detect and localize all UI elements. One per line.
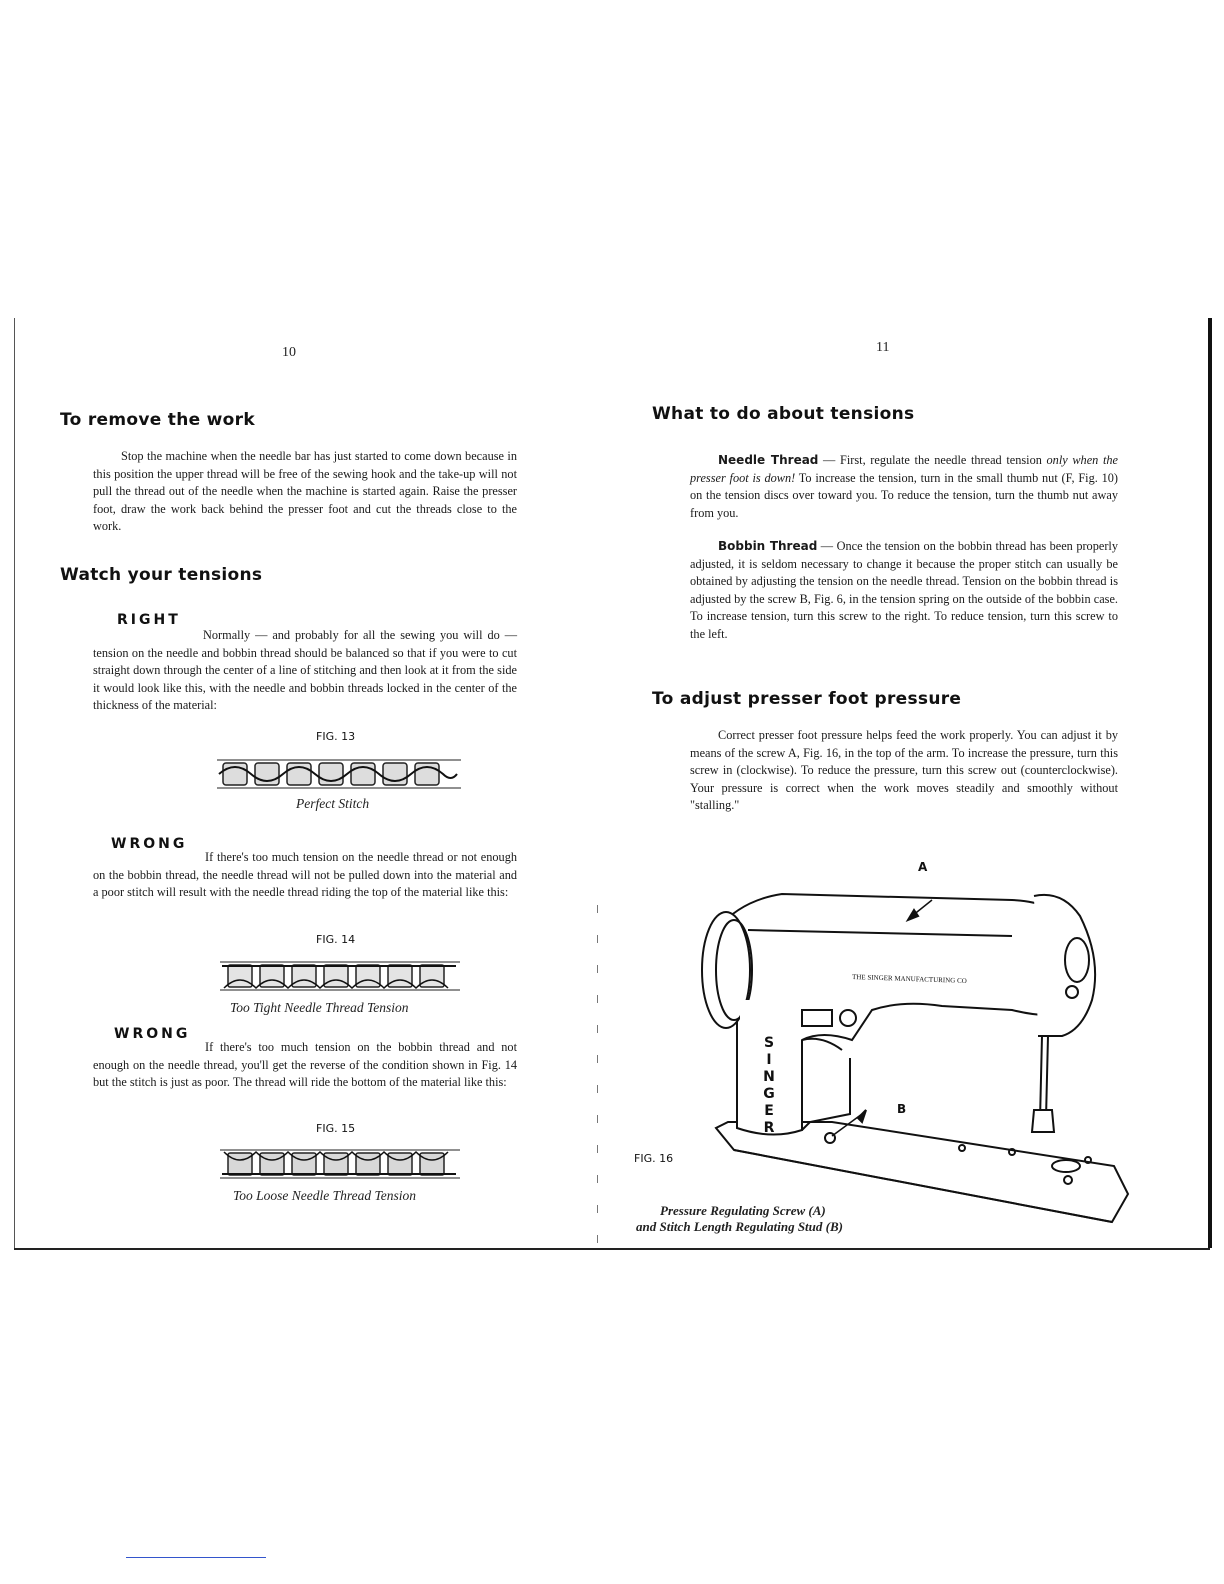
label-wrong-2: WRONG: [114, 1026, 191, 1042]
paragraph-presser-foot: Correct presser foot pressure helps feed the work properly. You can adjust it by means of the screw A, Fig. 16, in the top of the arm. To increase the pressure, turn this screw in (clockwise). To reduce the pressure, turn this screw out (counterclockwise). Your pressure is correct when the work moves steadily and smoothly without "stalling.": [690, 728, 1118, 813]
paragraph-wrong-2: If there's too much tension on the bobbin thread and not enough on the needle thread, you'll get the reverse of the condition shown in Fig. 14 but the stitch is just as poor. The thread will ride the bottom of the material like this:: [93, 1040, 517, 1090]
fig16-caption-line1: Pressure Regulating Screw (A): [660, 1203, 826, 1218]
fig14-caption: Too Tight Needle Thread Tension: [230, 1000, 409, 1015]
callout-b: B: [897, 1102, 907, 1116]
needle-italic: only when the presser foot is down!: [690, 453, 1118, 485]
link-underline: [126, 1557, 266, 1558]
paragraph-bobbin-thread: [690, 538, 1118, 644]
heading-what-to-do: What to do about tensions: [652, 404, 915, 424]
singer-letter: I: [766, 1052, 772, 1068]
fig16-caption-line2: and Stitch Length Regulating Stud (B): [636, 1219, 843, 1234]
heading-watch-tensions: Watch your tensions: [60, 565, 263, 585]
page-number: 11: [876, 340, 890, 355]
fig15-stitch-illustration: [220, 1146, 460, 1182]
left-edge-line: [14, 318, 15, 1248]
heading-remove-work: To remove the work: [60, 410, 255, 430]
singer-letter: E: [764, 1103, 774, 1119]
needle-text-1: — First, regulate the needle thread tension: [818, 453, 1047, 467]
fig15-label: FIG. 15: [316, 1122, 356, 1135]
label-right: RIGHT: [117, 612, 181, 628]
gutter-marks: [597, 905, 598, 1245]
fig13-caption: Perfect Stitch: [296, 796, 370, 811]
singer-letter: G: [763, 1086, 775, 1102]
right-page: [612, 0, 1224, 1584]
fig13-label: FIG. 13: [316, 730, 356, 743]
page-number: 10: [282, 345, 296, 360]
singer-letter: N: [763, 1069, 775, 1085]
callout-a: A: [918, 860, 928, 874]
paragraph-right: Normally — and probably for all the sewing you will do — tension on the needle and bobbin thread should be balanced so that if you were to cut straight down through the center of a line of stitching and then look at it from the side it would look like this, with the needle and bobbin threads locked in the center of the thickness of the material:: [93, 628, 517, 713]
fig16-label: FIG. 16: [634, 1152, 674, 1165]
sewing-machine-illustration: [682, 860, 1172, 1250]
brand-plate-text: THE SINGER MANUFACTURING CO: [851, 972, 967, 986]
needle-text-2: To increase the tension, turn in the small thumb nut (F, Fig. 10) on the tension discs over toward you. To reduce the tension, turn the thumb nut away from you.: [690, 470, 1119, 520]
singer-letter: R: [763, 1120, 775, 1136]
fig15-caption: Too Loose Needle Thread Tension: [233, 1188, 417, 1203]
heading-presser-foot: To adjust presser foot pressure: [652, 689, 962, 709]
paragraph-remove-work: Stop the machine when the needle bar has just started to come down because in this position the upper thread will be free of the sewing hook and the take-up will not pull the thread out of the needle when the machine is started again. Raise the presser foot, draw the work back behind the presser foot and cut the threads close to the work.: [93, 449, 517, 534]
paragraph-needle-thread: [690, 452, 1118, 522]
label-wrong-1: WRONG: [111, 836, 188, 852]
bottom-rule: [14, 1248, 1210, 1250]
singer-vertical-letters: [762, 1035, 776, 1137]
singer-letter: S: [763, 1035, 775, 1051]
fig13-stitch-illustration: [217, 756, 461, 792]
bobbin-thread-lead: Bobbin Thread: [718, 539, 818, 553]
paragraph-wrong-1: If there's too much tension on the needle thread or not enough on the bobbin thread, the needle thread will not be pulled down into the material and a poor stitch will result with the needle thread riding the top of the material like this:: [93, 850, 517, 900]
needle-thread-lead: Needle Thread: [718, 453, 819, 467]
fig14-stitch-illustration: [220, 958, 460, 994]
fig14-label: FIG. 14: [316, 933, 356, 946]
bobbin-text: — Once the tension on the bobbin thread has been properly adjusted, it is seldom necessary to change it because the proper stitch can usually be obtained by adjusting the tension on the needle thread. Tension on the bobbin thread is adjusted by the screw B, Fig. 6, in the tension spring on the outside of the bobbin case. To increase tension, turn this screw to the right. To reduce tension, turn this screw to the left.: [690, 539, 1118, 641]
